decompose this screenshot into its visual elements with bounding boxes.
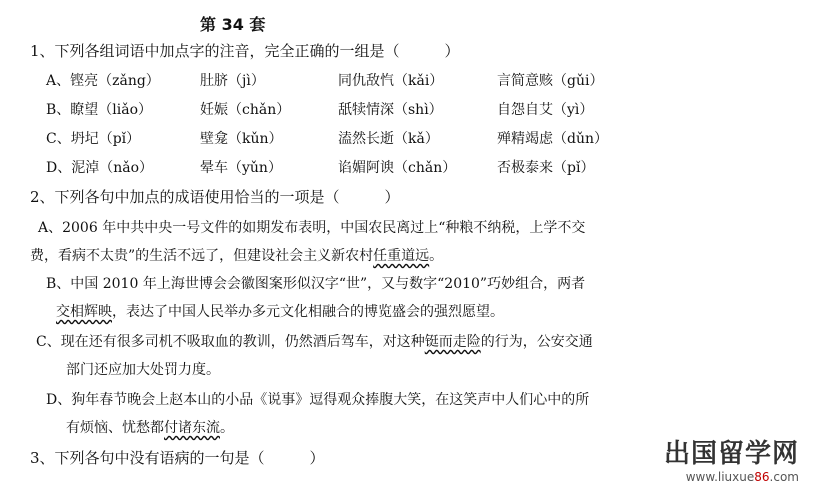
q1-option-b-2: 妊娠（chǎn） <box>200 102 291 118</box>
q2-option-d-line-1: D、狗年春节晚会上赵本山的小品《说事》逗得观众捧腹大笑，在这笑声中人们心中的所 <box>46 392 590 408</box>
question-3-stem: 3、下列各句中没有语病的一句是（ ） <box>30 449 325 467</box>
q1-option-d-2: 晕车（yǔn） <box>200 160 282 176</box>
watermark <box>664 433 799 484</box>
watermark-logo-text: 出国留学网 <box>663 439 799 469</box>
watermark-url: www.liuxue86.com <box>685 470 799 484</box>
underlined-idiom: 付诸东流 <box>164 420 220 436</box>
question-2-stem: 2、下列各句中加点的成语使用恰当的一项是（ ） <box>30 188 400 206</box>
q1-option-b-3: 舐犊情深（shì） <box>338 102 443 118</box>
q1-option-b-4: 自怨自艾（yì） <box>497 102 594 118</box>
q1-option-c-1: C、坍圮（pǐ） <box>46 131 141 147</box>
q1-option-d-1: D、泥淖（nǎo） <box>46 160 154 176</box>
q1-option-c-2: 壁龛（kǔn） <box>200 131 283 147</box>
q2-option-c-line-2: 部门还应加大处罚力度。 <box>66 362 220 378</box>
q1-option-b-1: B、瞭望（liǎo） <box>46 102 153 118</box>
q1-option-c-3: 溘然长逝（kǎ） <box>338 131 439 147</box>
q1-option-a-1: A、铿亮（zǎng） <box>46 73 160 89</box>
q1-option-a-4: 言简意赅（gǔi） <box>497 73 604 89</box>
underlined-idiom: 交相辉映 <box>56 304 112 320</box>
q1-option-d-3: 谄媚阿谀（chǎn） <box>338 160 457 176</box>
q1-option-c-4: 殚精竭虑（dǔn） <box>497 131 608 147</box>
q2-option-b-line-1: B、中国 2010 年上海世博会会徽图案形似汉字“世”，又与数字“2010”巧妙组合，两者 <box>46 276 586 292</box>
q1-option-a-2: 肚脐（jì） <box>200 73 265 89</box>
q1-option-a-3: 同仇敌忾（kǎi） <box>338 73 444 89</box>
q2-option-b-line-2: 交相辉映，表达了中国人民举办多元文化相融合的博览盛会的强烈愿望。 <box>56 304 504 320</box>
question-1-stem: 1、下列各组词语中加点字的注音，完全正确的一组是（ ） <box>30 42 460 60</box>
q2-option-d-line-2: 有烦恼、忧愁都付诸东流。 <box>66 420 234 436</box>
page-title: 第 34 套 <box>200 15 266 34</box>
q1-option-d-4: 否极泰来（pǐ） <box>497 160 595 176</box>
underlined-idiom: 任重道远 <box>373 248 430 264</box>
q2-option-c-line-1: C、现在还有很多司机不吸取血的教训，仍然酒后驾车，对这种铤而走险的行为，公安交通 <box>36 334 593 350</box>
q2-option-a-line-1: A、2006 年中共中央一号文件的如期发布表明，中国农民离过上“种粮不纳税，上学不交 <box>38 220 586 236</box>
q2-option-a-line-2: 费，看病不太贵”的生活不远了，但建设社会主义新农村任重道远。 <box>30 248 444 264</box>
underlined-idiom: 铤而走险 <box>424 334 481 350</box>
